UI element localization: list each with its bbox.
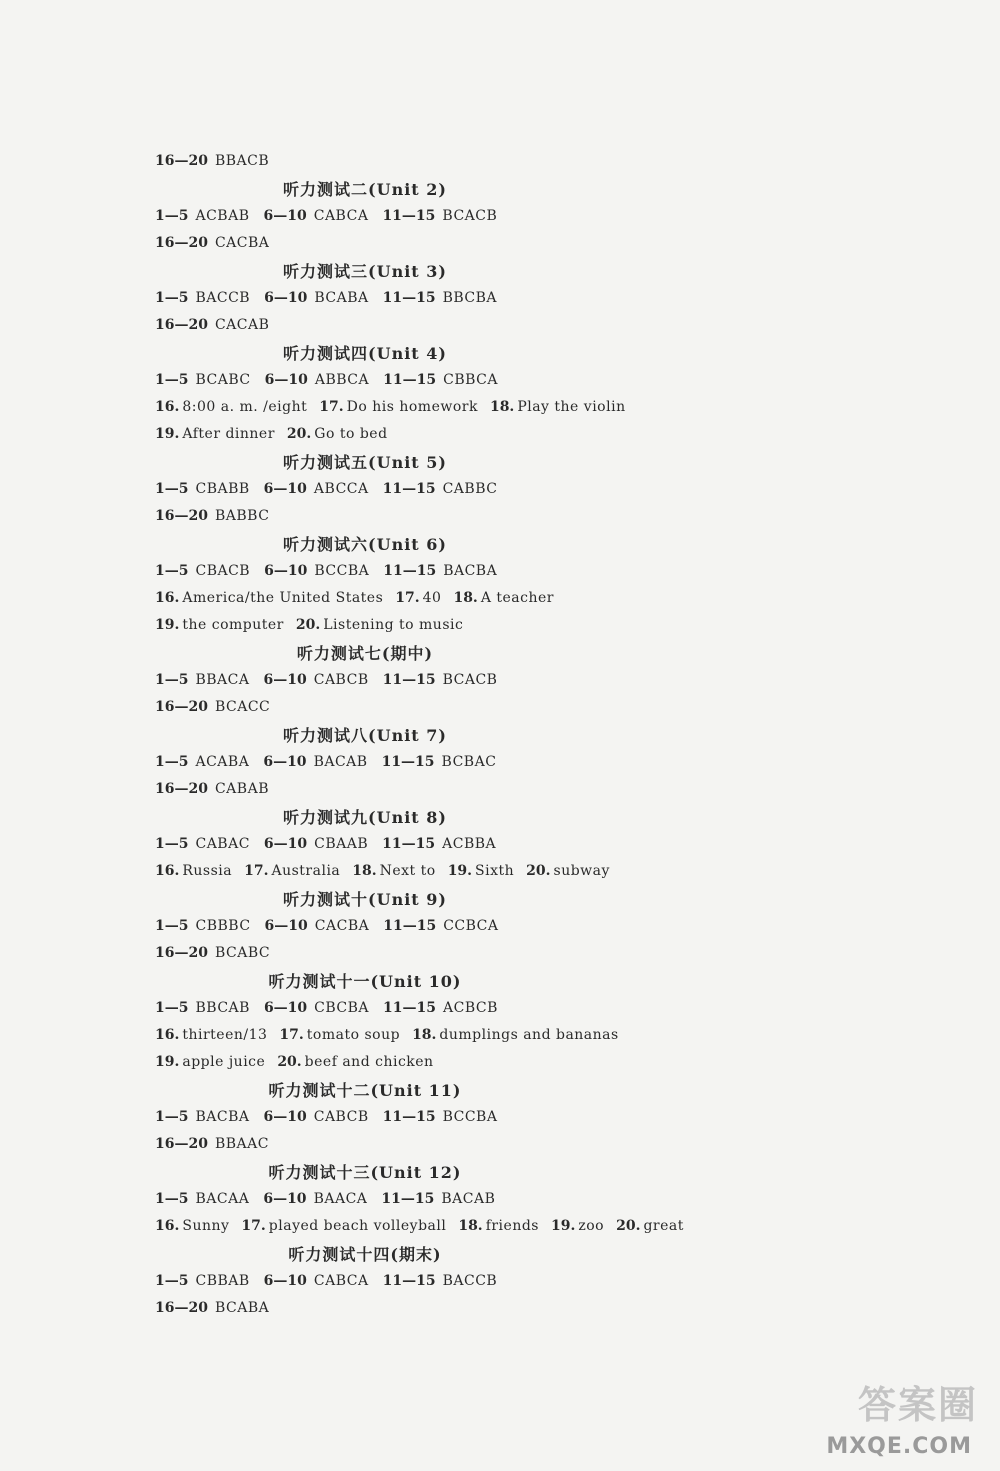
answer-text: BCBAC <box>441 754 497 770</box>
question-range: 11—15 <box>383 918 437 934</box>
answer-item <box>383 285 497 312</box>
answer-text: CACBA <box>214 235 270 251</box>
question-range: 1—5 <box>155 1000 189 1016</box>
answer-item <box>382 831 496 858</box>
answer-text: ACABA <box>195 754 250 770</box>
answer-text: BACCB <box>195 290 251 306</box>
answer-text: CBAAB <box>314 836 369 852</box>
answer-line-choice <box>155 312 715 339</box>
answer-text: 8:00 a. m. /eight <box>182 399 308 415</box>
answer-text: BBAAC <box>214 1136 269 1152</box>
question-range: 19. <box>551 1218 576 1234</box>
question-range: 6—10 <box>263 481 307 497</box>
answer-line-written <box>155 1213 715 1240</box>
answer-text: Sixth <box>475 863 515 879</box>
question-range: 20. <box>526 863 551 879</box>
listening-test-section <box>155 723 715 803</box>
question-range: 11—15 <box>382 290 436 306</box>
answer-text: BCABA <box>314 290 369 306</box>
question-range: 11—15 <box>382 481 436 497</box>
question-range: 18. <box>458 1218 483 1234</box>
answer-line-choice <box>155 148 715 175</box>
answer-line-choice <box>155 694 715 721</box>
answer-line-choice <box>155 503 715 530</box>
question-range: 6—10 <box>264 918 308 934</box>
question-range: 18. <box>412 1027 437 1043</box>
answer-text: ACBBA <box>442 836 497 852</box>
answer-item <box>155 858 232 885</box>
question-range: 1—5 <box>155 918 189 934</box>
question-range: 11—15 <box>382 208 436 224</box>
answer-item <box>382 749 497 776</box>
question-range: 1—5 <box>155 563 189 579</box>
answer-text: BCCBA <box>314 563 370 579</box>
question-range: 18. <box>453 590 478 606</box>
answer-line-choice <box>155 285 715 312</box>
answer-text: BCCBA <box>442 1109 498 1125</box>
question-range: 6—10 <box>264 372 308 388</box>
answer-item <box>296 612 463 639</box>
answer-text: thirteen/13 <box>182 1027 268 1043</box>
answer-item <box>383 1104 498 1131</box>
question-range: 20. <box>616 1218 641 1234</box>
answer-item <box>155 421 275 448</box>
question-range: 16—20 <box>155 153 208 169</box>
question-range: 20. <box>277 1054 302 1070</box>
answer-text: BCABC <box>195 372 251 388</box>
answer-line-choice <box>155 1186 715 1213</box>
answer-text: ACBAB <box>195 208 250 224</box>
answer-text: CBCBA <box>314 1000 370 1016</box>
answer-text: apple juice <box>182 1054 266 1070</box>
question-range: 16—20 <box>155 699 208 715</box>
listening-test-section <box>155 641 715 721</box>
answer-text: CABBC <box>442 481 498 497</box>
answer-text: CABAC <box>195 836 250 852</box>
answer-item <box>383 667 498 694</box>
question-range: 16—20 <box>155 235 208 251</box>
answer-item <box>264 1104 369 1131</box>
answer-item <box>155 1186 249 1213</box>
answer-line-choice <box>155 476 715 503</box>
answer-text: BAACA <box>313 1191 368 1207</box>
answer-item <box>352 858 435 885</box>
answer-text: CABAB <box>214 781 269 797</box>
answer-item <box>155 285 250 312</box>
question-range: 16—20 <box>155 1136 208 1152</box>
answer-text: A teacher <box>480 590 554 606</box>
question-range: 1—5 <box>155 672 189 688</box>
section-title: 听力测试二(Unit 2) <box>283 180 447 199</box>
answer-text: ABCCA <box>313 481 369 497</box>
question-range: 17. <box>319 399 344 415</box>
question-range: 1—5 <box>155 836 189 852</box>
listening-test-section <box>155 1078 715 1158</box>
answer-text: BCACC <box>214 699 271 715</box>
answer-item <box>263 749 367 776</box>
answer-text: After dinner <box>182 426 275 442</box>
answer-text: BACAB <box>441 1191 496 1207</box>
answer-item <box>241 1213 446 1240</box>
section-title: 听力测试四(Unit 4) <box>283 344 447 363</box>
question-range: 20. <box>295 617 321 633</box>
answer-text: CBBAB <box>195 1273 250 1289</box>
answer-text: CCBCA <box>443 918 499 934</box>
answer-text: subway <box>553 863 610 879</box>
section-title: 听力测试六(Unit 6) <box>283 535 447 554</box>
question-range: 11—15 <box>382 1273 436 1289</box>
watermark-site: MXQE.COM <box>826 1434 972 1459</box>
question-range: 6—10 <box>264 290 308 306</box>
answer-line-written <box>155 421 715 448</box>
answer-item <box>155 1213 229 1240</box>
answer-line-choice <box>155 749 715 776</box>
listening-test-section <box>155 450 715 530</box>
answer-text: CACAB <box>214 317 270 333</box>
answer-text: 40 <box>422 590 442 606</box>
question-range: 1—5 <box>155 208 189 224</box>
answer-item <box>155 503 269 530</box>
question-range: 16. <box>155 590 180 606</box>
question-range: 11—15 <box>383 563 437 579</box>
answer-line-choice <box>155 558 715 585</box>
answer-item <box>155 667 250 694</box>
section-title: 听力测试十二(Unit 11) <box>268 1081 462 1100</box>
answer-item <box>383 995 498 1022</box>
section-title: 听力测试九(Unit 8) <box>283 808 447 827</box>
question-range: 17. <box>279 1027 304 1043</box>
answer-text: America/the United States <box>182 590 384 606</box>
answer-item <box>412 1022 619 1049</box>
answer-text: great <box>643 1218 684 1234</box>
answer-text: ACBCB <box>443 1000 498 1016</box>
section-title: 听力测试八(Unit 7) <box>283 726 447 745</box>
question-range: 11—15 <box>383 1000 437 1016</box>
question-range: 6—10 <box>263 1273 307 1289</box>
answer-line-written <box>155 858 715 885</box>
answer-text: BACCB <box>442 1273 498 1289</box>
question-range: 1—5 <box>155 1191 189 1207</box>
answer-item <box>279 1022 400 1049</box>
answer-text: CBBBC <box>195 918 251 934</box>
question-range: 18. <box>489 399 515 415</box>
answer-text: Russia <box>182 863 233 879</box>
answer-text: Australia <box>271 863 341 879</box>
answer-item <box>155 831 250 858</box>
question-range: 19. <box>447 863 473 879</box>
answer-text: friends <box>485 1218 539 1234</box>
answer-line-written <box>155 394 715 421</box>
answer-item <box>453 585 554 612</box>
answer-text: BBCBA <box>442 290 498 306</box>
answer-item <box>264 1268 369 1295</box>
answer-item <box>382 203 497 230</box>
listening-test-section <box>155 341 715 448</box>
question-range: 17. <box>395 590 420 606</box>
question-range: 6—10 <box>263 208 307 224</box>
answer-text: BBACB <box>214 153 270 169</box>
answer-key-content <box>155 148 715 1322</box>
question-range: 17. <box>241 1218 266 1234</box>
answer-text: Sunny <box>182 1218 230 1234</box>
answer-line-written <box>155 1022 715 1049</box>
answer-item <box>490 394 626 421</box>
answer-text: CABCB <box>313 672 369 688</box>
question-range: 1—5 <box>155 290 189 306</box>
question-range: 11—15 <box>381 754 435 770</box>
answer-item <box>264 667 369 694</box>
answer-item <box>155 1268 250 1295</box>
answer-item <box>155 1049 265 1076</box>
answer-text: Go to bed <box>314 426 388 442</box>
question-range: 16—20 <box>155 317 208 333</box>
answer-line-choice <box>155 1268 715 1295</box>
answer-item <box>264 558 369 585</box>
answer-line-choice <box>155 1295 715 1322</box>
listening-test-section <box>155 177 715 257</box>
answer-text: BACAB <box>313 754 368 770</box>
question-range: 1—5 <box>155 754 189 770</box>
section-title: 听力测试三(Unit 3) <box>283 262 447 281</box>
answer-item <box>155 913 251 940</box>
answer-text: Do his homework <box>346 399 478 415</box>
question-range: 11—15 <box>382 672 436 688</box>
answer-item <box>155 203 250 230</box>
answer-text: tomato soup <box>306 1027 401 1043</box>
answer-line-choice <box>155 940 715 967</box>
answer-item <box>155 230 269 257</box>
answer-item <box>264 203 369 230</box>
answer-text: BABBC <box>214 508 270 524</box>
answer-item <box>551 1213 604 1240</box>
question-range: 16—20 <box>155 1300 208 1316</box>
answer-text: zoo <box>578 1218 605 1234</box>
answer-item <box>155 394 307 421</box>
answer-item <box>244 858 340 885</box>
answer-text: BACBA <box>443 563 498 579</box>
listening-test-section <box>155 969 715 1076</box>
question-range: 19. <box>155 1054 180 1070</box>
answer-item <box>264 995 369 1022</box>
question-range: 6—10 <box>263 672 307 688</box>
answer-text: CBACB <box>195 563 251 579</box>
answer-item <box>383 1268 498 1295</box>
question-range: 18. <box>352 863 377 879</box>
question-range: 16—20 <box>155 781 208 797</box>
answer-item <box>264 476 369 503</box>
answer-item <box>265 367 370 394</box>
question-range: 19. <box>155 426 180 442</box>
answer-line-choice <box>155 367 715 394</box>
question-range: 11—15 <box>381 1191 435 1207</box>
answer-item <box>458 1213 539 1240</box>
answer-item <box>155 585 383 612</box>
question-range: 6—10 <box>263 1000 308 1016</box>
question-range: 1—5 <box>155 1109 189 1125</box>
answer-text: BBCAB <box>195 1000 250 1016</box>
section-title: 听力测试五(Unit 5) <box>283 453 447 472</box>
answer-item <box>264 831 368 858</box>
answer-item <box>264 285 369 312</box>
question-range: 1—5 <box>155 481 189 497</box>
answer-text: CABCA <box>313 208 369 224</box>
watermark-logo: 答案圈 <box>857 1383 978 1427</box>
answer-text: BACBA <box>195 1109 250 1125</box>
answer-text: beef and chicken <box>304 1054 434 1070</box>
section-title: 听力测试十(Unit 9) <box>283 890 447 909</box>
answer-item <box>381 1186 495 1213</box>
listening-test-section <box>155 1160 715 1240</box>
section-title: 听力测试十三(Unit 12) <box>268 1163 462 1182</box>
section-title: 听力测试十四(期末) <box>288 1245 442 1264</box>
question-range: 6—10 <box>264 563 308 579</box>
answer-item <box>383 558 497 585</box>
question-range: 1—5 <box>155 1273 189 1289</box>
answer-line-choice <box>155 1131 715 1158</box>
listening-test-section <box>155 887 715 967</box>
answer-line-written <box>155 612 715 639</box>
answer-text: the computer <box>182 617 284 633</box>
answer-text: CABCB <box>313 1109 369 1125</box>
question-range: 16. <box>155 1027 180 1043</box>
question-range: 16. <box>155 399 180 415</box>
answer-text: Play the violin <box>517 399 626 415</box>
answer-text: played beach volleyball <box>268 1218 447 1234</box>
answer-text: BCACB <box>442 208 498 224</box>
answer-item <box>383 367 498 394</box>
answer-item <box>155 1104 250 1131</box>
question-range: 6—10 <box>263 754 307 770</box>
question-range: 17. <box>244 863 269 879</box>
answer-item <box>155 940 270 967</box>
answer-text: ABBCA <box>314 372 370 388</box>
answer-line-choice <box>155 995 715 1022</box>
answer-text: dumplings and bananas <box>439 1027 619 1043</box>
question-range: 1—5 <box>155 372 189 388</box>
answer-line-written <box>155 1049 715 1076</box>
section-title: 听力测试七(期中) <box>296 644 434 663</box>
listening-test-section <box>155 805 715 885</box>
question-range: 11—15 <box>382 836 436 852</box>
answer-line-written <box>155 585 715 612</box>
section-title: 听力测试十一(Unit 10) <box>268 972 462 991</box>
question-range: 16. <box>155 863 180 879</box>
answer-item <box>155 749 249 776</box>
answer-text: BCACB <box>442 672 498 688</box>
answer-text: BBACA <box>195 672 250 688</box>
listening-test-section <box>155 259 715 339</box>
answer-item <box>383 913 498 940</box>
answer-item <box>155 476 250 503</box>
answer-text: Next to <box>379 863 436 879</box>
listening-test-section <box>155 1242 715 1322</box>
question-range: 16—20 <box>155 508 208 524</box>
answer-line-choice <box>155 667 715 694</box>
answer-item <box>265 913 370 940</box>
answer-line-choice <box>155 203 715 230</box>
answer-text: BACAA <box>195 1191 250 1207</box>
answer-item <box>263 1186 367 1213</box>
question-range: 16—20 <box>155 945 208 961</box>
answer-line-choice <box>155 1104 715 1131</box>
answer-text: BCABC <box>214 945 271 961</box>
answer-item <box>155 995 250 1022</box>
answer-text: CABCA <box>313 1273 369 1289</box>
answer-item <box>277 1049 433 1076</box>
answer-item <box>155 694 270 721</box>
question-range: 16. <box>155 1218 180 1234</box>
answer-line-choice <box>155 230 715 257</box>
answer-item <box>616 1213 684 1240</box>
answer-line-choice <box>155 913 715 940</box>
answer-item <box>287 421 388 448</box>
answer-item <box>155 148 269 175</box>
question-range: 20. <box>286 426 312 442</box>
answer-item <box>155 558 250 585</box>
answer-item <box>526 858 610 885</box>
answer-text: CBBCA <box>443 372 498 388</box>
answer-line-choice <box>155 776 715 803</box>
answer-item <box>155 367 251 394</box>
answer-item <box>395 585 441 612</box>
question-range: 6—10 <box>263 1191 307 1207</box>
answer-item <box>155 612 284 639</box>
answer-item <box>448 858 514 885</box>
answer-item <box>319 394 478 421</box>
question-range: 11—15 <box>383 372 437 388</box>
listening-test-section <box>155 532 715 639</box>
answer-item <box>155 776 269 803</box>
answer-text: Listening to music <box>323 617 464 633</box>
question-range: 11—15 <box>382 1109 436 1125</box>
answer-item <box>383 476 498 503</box>
question-range: 19. <box>155 617 180 633</box>
answer-text: CBABB <box>195 481 250 497</box>
question-range: 6—10 <box>263 1109 307 1125</box>
answer-item <box>155 1022 267 1049</box>
answer-item <box>155 312 269 339</box>
answer-text: CACBA <box>314 918 370 934</box>
answer-item <box>155 1131 269 1158</box>
answer-line-choice <box>155 831 715 858</box>
answer-item <box>155 1295 269 1322</box>
question-range: 6—10 <box>263 836 308 852</box>
answer-text: BCABA <box>214 1300 270 1316</box>
